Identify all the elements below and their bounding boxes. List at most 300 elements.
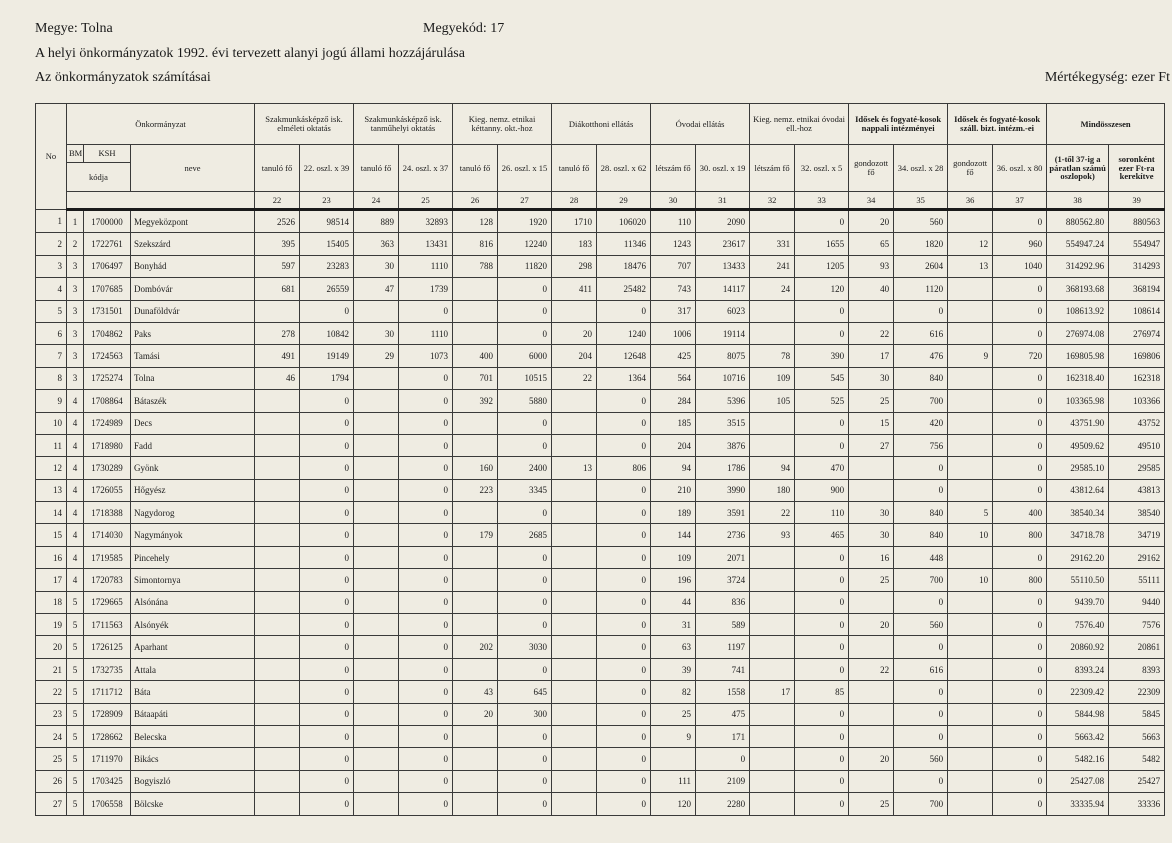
row-value [255,524,300,546]
row-value: 13 [948,255,993,277]
sub-header: 30. oszl. x 19 [696,145,750,192]
row-value: 0 [696,748,750,770]
row-value: 105 [750,390,795,412]
row-value: 120 [651,793,696,815]
row-value [948,658,993,680]
row-value: 13433 [696,255,750,277]
row-value: 2071 [696,546,750,568]
row-value [552,636,597,658]
row-ksh: 1707685 [84,278,131,300]
row-value: 0 [498,748,552,770]
row-value: 0 [894,636,948,658]
row-value: 0 [795,322,849,344]
row-value [255,703,300,725]
row-value [948,210,993,233]
sub-header: soronként ezer Ft-ra kerekítve [1109,145,1165,192]
row-value [948,278,993,300]
row-value: 1110 [399,322,453,344]
row-value: 0 [399,681,453,703]
row-no: 25 [36,748,67,770]
table-row [36,210,1165,233]
row-value: 44 [651,591,696,613]
row-no: 3 [36,255,67,277]
row-name: Belecska [131,725,255,747]
row-value: 27 [849,434,894,456]
row-value: 0 [597,300,651,322]
row-value: 17 [750,681,795,703]
row-value [255,614,300,636]
row-value: 701 [453,367,498,389]
row-value: 589 [696,614,750,636]
row-value [354,725,399,747]
row-value: 0 [597,502,651,524]
county-label: Megye: Tolna [35,21,113,36]
row-value [750,412,795,434]
row-value: 425 [651,345,696,367]
row-value: 47 [354,278,399,300]
row-no: 17 [36,569,67,591]
page-subtitle: Az önkormányzatok számításai [35,70,211,85]
row-value: 0 [993,278,1047,300]
row-value: 43813 [1109,479,1165,501]
table-row [36,569,1165,591]
row-ksh: 1729665 [84,591,131,613]
row-value: 0 [399,479,453,501]
table-row [36,255,1165,277]
row-value: 400 [453,345,498,367]
row-value [255,479,300,501]
row-value: 22309 [1109,681,1165,703]
row-value: 34719 [1109,524,1165,546]
row-value: 108614 [1109,300,1165,322]
row-value: 3030 [498,636,552,658]
row-value: 0 [993,322,1047,344]
row-value [552,681,597,703]
row-value: 43751.90 [1047,412,1109,434]
row-value: 29162 [1109,546,1165,568]
table-row [36,636,1165,658]
row-value: 30 [354,255,399,277]
row-value: 1243 [651,233,696,255]
row-bm: 5 [67,770,84,792]
row-value: 38540 [1109,502,1165,524]
row-value: 545 [795,367,849,389]
row-value [255,658,300,680]
row-value: 0 [894,725,948,747]
row-value [849,591,894,613]
row-value: 9440 [1109,591,1165,613]
row-no: 24 [36,725,67,747]
row-bm: 5 [67,748,84,770]
row-value: 22309.42 [1047,681,1109,703]
row-no: 14 [36,502,67,524]
row-value: 0 [300,457,354,479]
row-name: Simontornya [131,569,255,591]
row-value: 465 [795,524,849,546]
row-value: 0 [300,793,354,815]
row-value: 0 [993,770,1047,792]
row-value [354,479,399,501]
row-name: Bikács [131,748,255,770]
row-value: 0 [300,390,354,412]
row-bm: 5 [67,636,84,658]
row-value [948,614,993,636]
row-name: Attala [131,658,255,680]
row-value: 554947.24 [1047,233,1109,255]
row-value: 25 [849,390,894,412]
row-value: 25427.08 [1047,770,1109,792]
row-value: 20 [849,210,894,233]
row-value [948,479,993,501]
row-name: Báta [131,681,255,703]
row-value: 0 [597,479,651,501]
row-value [453,614,498,636]
table-row [36,412,1165,434]
row-value: 5482 [1109,748,1165,770]
row-value: 26559 [300,278,354,300]
row-ksh: 1728662 [84,725,131,747]
row-value [453,434,498,456]
row-value: 0 [993,614,1047,636]
row-value: 0 [597,569,651,591]
row-value [255,681,300,703]
row-value: 120 [795,278,849,300]
row-no: 8 [36,367,67,389]
row-value: 14117 [696,278,750,300]
table-row [36,703,1165,725]
row-value [849,703,894,725]
row-value: 560 [894,748,948,770]
row-name: Bölcske [131,793,255,815]
row-ksh: 1703425 [84,770,131,792]
row-value [948,457,993,479]
row-value: 743 [651,278,696,300]
row-value: 25 [651,703,696,725]
col-number: 23 [300,192,354,210]
col-onkormanyzat: Önkormányzat [67,104,255,145]
row-value: 162318.40 [1047,367,1109,389]
table-row [36,524,1165,546]
row-value: 0 [498,770,552,792]
row-value [354,367,399,389]
row-value [255,502,300,524]
sub-header: gondozott fő [948,145,993,192]
row-value: 0 [795,748,849,770]
row-bm: 4 [67,390,84,412]
row-value [849,770,894,792]
row-value: 30 [354,322,399,344]
table-row [36,457,1165,479]
row-value: 0 [795,703,849,725]
row-value: 29 [354,345,399,367]
row-value [948,390,993,412]
row-value [255,636,300,658]
row-value [552,390,597,412]
col-number: 34 [849,192,894,210]
table-row [36,681,1165,703]
row-value: 276974.08 [1047,322,1109,344]
row-value: 0 [498,793,552,815]
row-value [453,725,498,747]
row-value [354,502,399,524]
table-row [36,748,1165,770]
sub-header: létszám fő [750,145,795,192]
row-value: 33335.94 [1047,793,1109,815]
col-kodja: kódja [67,163,131,192]
row-value [552,524,597,546]
row-value: 1120 [894,278,948,300]
row-value: 0 [597,434,651,456]
row-value [948,367,993,389]
row-value: 23617 [696,233,750,255]
row-no: 5 [36,300,67,322]
row-value [354,703,399,725]
row-value: 0 [597,703,651,725]
row-value: 1364 [597,367,651,389]
row-value [849,479,894,501]
table-row [36,546,1165,568]
row-value: 0 [300,725,354,747]
row-value: 0 [795,546,849,568]
row-value [354,546,399,568]
row-value: 700 [894,390,948,412]
row-value: 616 [894,322,948,344]
row-value: 0 [399,591,453,613]
sub-header: 24. oszl. x 37 [399,145,453,192]
row-value [354,457,399,479]
row-value: 7576 [1109,614,1165,636]
row-name: Bogyiszló [131,770,255,792]
row-value: 1006 [651,322,696,344]
row-value [453,658,498,680]
col-ksh: KSH [84,145,131,163]
row-no: 4 [36,278,67,300]
row-value: 22 [849,658,894,680]
row-value: 111 [651,770,696,792]
row-value: 1073 [399,345,453,367]
row-value: 840 [894,367,948,389]
row-value: 13 [552,457,597,479]
sub-header: tanuló fő [255,145,300,192]
table-row [36,793,1165,815]
row-value: 1739 [399,278,453,300]
row-value: 17 [849,345,894,367]
row-value: 0 [795,300,849,322]
row-value [750,748,795,770]
row-value: 840 [894,502,948,524]
row-value: 0 [399,770,453,792]
row-value: 0 [795,658,849,680]
row-value: 597 [255,255,300,277]
row-value: 179 [453,524,498,546]
row-value: 20 [849,614,894,636]
row-value: 25 [849,569,894,591]
row-value [552,703,597,725]
row-value: 20861 [1109,636,1165,658]
row-value: 0 [399,725,453,747]
row-no: 2 [36,233,67,255]
row-value: 204 [552,345,597,367]
row-value: 0 [993,390,1047,412]
contribution-table [35,103,1165,816]
row-value: 0 [597,412,651,434]
table-row [36,770,1165,792]
row-value [552,591,597,613]
row-value: 0 [300,546,354,568]
row-value: 0 [597,770,651,792]
row-value: 5880 [498,390,552,412]
row-value [354,614,399,636]
row-bm: 4 [67,524,84,546]
row-bm: 3 [67,255,84,277]
row-value: 298 [552,255,597,277]
row-value: 960 [993,233,1047,255]
sub-header: tanuló fő [354,145,399,192]
row-value: 0 [300,658,354,680]
row-value: 0 [498,502,552,524]
row-value: 0 [993,300,1047,322]
row-value [552,434,597,456]
row-value: 300 [498,703,552,725]
row-value: 314292.96 [1047,255,1109,277]
row-value: 0 [498,278,552,300]
row-no: 9 [36,390,67,412]
row-ksh: 1719585 [84,546,131,568]
row-value: 0 [399,502,453,524]
table-row [36,658,1165,680]
row-value: 13431 [399,233,453,255]
row-value: 12 [948,233,993,255]
row-value: 0 [993,703,1047,725]
row-value: 0 [993,591,1047,613]
row-value: 395 [255,233,300,255]
row-value: 0 [993,725,1047,747]
group-header: Kieg. nemz. etnikai óvodai ell.-hoz [750,104,849,145]
row-value: 1710 [552,210,597,233]
row-name: Aparhant [131,636,255,658]
row-value: 20 [552,322,597,344]
group-header: Idősek és fogyaté-kosok nappali intézményei [849,104,948,145]
row-value: 49510 [1109,434,1165,456]
row-value: 23283 [300,255,354,277]
row-value [453,770,498,792]
row-value [750,725,795,747]
row-value: 0 [795,412,849,434]
row-value: 0 [597,390,651,412]
row-value: 363 [354,233,399,255]
row-value: 2280 [696,793,750,815]
row-value: 0 [993,636,1047,658]
row-value: 0 [993,434,1047,456]
row-bm: 2 [67,233,84,255]
row-value: 85 [795,681,849,703]
row-ksh: 1732735 [84,658,131,680]
sub-header: 36. oszl. x 80 [993,145,1047,192]
row-bm: 3 [67,345,84,367]
row-value [255,457,300,479]
row-value: 0 [399,614,453,636]
row-value: 491 [255,345,300,367]
row-value [354,300,399,322]
row-value: 204 [651,434,696,456]
row-value [552,614,597,636]
group-header: Szakmunkásképző isk. tanműhelyi oktatás [354,104,453,145]
group-header: Szakmunkásképző isk. elméleti oktatás [255,104,354,145]
row-name: Szekszárd [131,233,255,255]
group-header: Idősek és fogyaté-kosok száll. bizt. intézm.-ei [948,104,1047,145]
row-value: 741 [696,658,750,680]
row-value: 554947 [1109,233,1165,255]
row-value: 0 [300,479,354,501]
row-value: 11346 [597,233,651,255]
row-name: Tolna [131,367,255,389]
row-no: 6 [36,322,67,344]
col-number: 27 [498,192,552,210]
row-value: 2736 [696,524,750,546]
row-value: 5396 [696,390,750,412]
row-value [849,636,894,658]
row-value: 560 [894,210,948,233]
row-bm: 5 [67,725,84,747]
row-value: 33336 [1109,793,1165,815]
row-name: Dunaföldvár [131,300,255,322]
row-value: 2109 [696,770,750,792]
row-value: 7576.40 [1047,614,1109,636]
row-value: 0 [300,636,354,658]
row-value: 0 [300,703,354,725]
row-no: 1 [36,210,67,233]
row-value [453,569,498,591]
row-value: 0 [498,412,552,434]
row-ksh: 1722761 [84,233,131,255]
row-value [354,658,399,680]
row-value: 0 [597,681,651,703]
row-value: 29585 [1109,457,1165,479]
sub-header: tanuló fő [552,145,597,192]
row-value: 475 [696,703,750,725]
row-value: 12240 [498,233,552,255]
row-value: 30 [849,367,894,389]
row-value: 560 [894,614,948,636]
row-value [750,658,795,680]
row-value: 10 [948,569,993,591]
row-value: 0 [597,636,651,658]
row-bm: 3 [67,278,84,300]
row-value: 0 [795,725,849,747]
row-name: Pincehely [131,546,255,568]
row-bm: 5 [67,681,84,703]
row-value: 20 [453,703,498,725]
row-value: 368194 [1109,278,1165,300]
row-value: 43 [453,681,498,703]
row-value [552,502,597,524]
row-value: 1197 [696,636,750,658]
row-value: 816 [453,233,498,255]
col-number: 30 [651,192,696,210]
row-value: 2604 [894,255,948,277]
row-value: 564 [651,367,696,389]
row-value [849,457,894,479]
row-ksh: 1728909 [84,703,131,725]
row-value: 202 [453,636,498,658]
row-bm: 4 [67,434,84,456]
row-value: 169805.98 [1047,345,1109,367]
row-bm: 4 [67,479,84,501]
row-value: 8393.24 [1047,658,1109,680]
row-value: 3515 [696,412,750,434]
row-value: 276974 [1109,322,1165,344]
row-value: 10515 [498,367,552,389]
